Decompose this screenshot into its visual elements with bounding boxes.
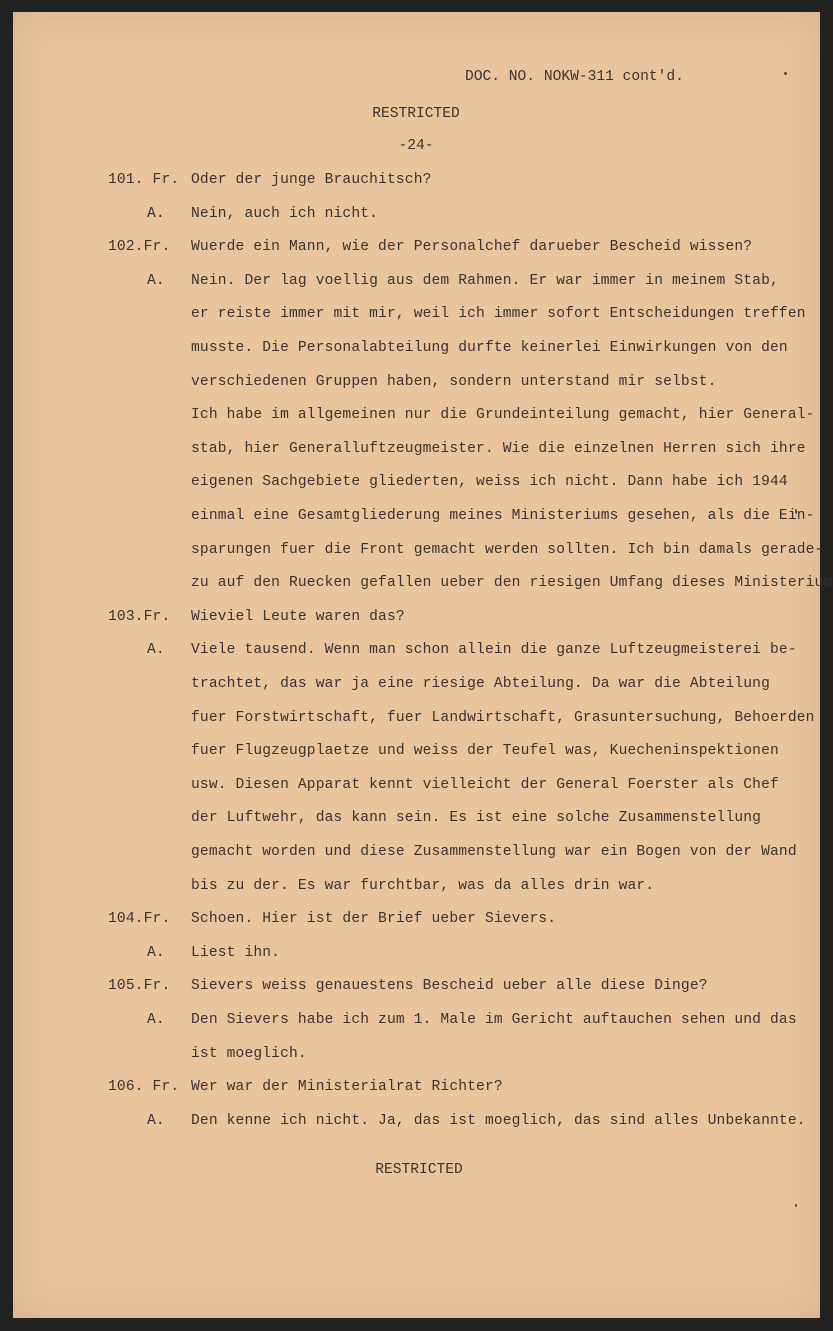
question-text-line: Wuerde ein Mann, wie der Personalchef darueber Bescheid wissen?	[191, 239, 753, 255]
answer-text-line: Den kenne ich nicht. Ja, das ist moeglich, das sind alles Unbekannte.	[191, 1113, 806, 1129]
answer-text-line: Ich habe im allgemeinen nur die Grundeinteilung gemacht, hier General-	[191, 407, 815, 423]
paper-speck	[795, 1204, 797, 1207]
question-text-line: Oder der junge Brauchitsch?	[191, 172, 432, 188]
question-label: 102.Fr.	[108, 239, 171, 255]
question-text-line: Schoen. Hier ist der Brief ueber Sievers.	[191, 911, 557, 927]
answer-text-line: Nein, auch ich nicht.	[191, 206, 379, 222]
answer-label: A.	[147, 642, 165, 658]
answer-text-line: fuer Forstwirtschaft, fuer Landwirtschaft, Grasuntersuchung, Behoerden	[191, 710, 815, 726]
answer-text-line: stab, hier Generalluftzeugmeister. Wie die einzelnen Herren sich ihre	[191, 441, 806, 457]
answer-text-line: der Luftwehr, das kann sein. Es ist eine solche Zusammenstellung	[191, 810, 762, 826]
answer-text-line: Viele tausend. Wenn man schon allein die ganze Luftzeugmeisterei be-	[191, 642, 797, 658]
question-label: 104.Fr.	[108, 911, 171, 927]
answer-label: A.	[147, 273, 165, 289]
document-number: DOC. NO. NOKW-311 cont'd.	[465, 69, 684, 85]
question-label: 105.Fr.	[108, 978, 171, 994]
question-text-line: Wieviel Leute waren das?	[191, 609, 405, 625]
answer-label: A.	[147, 206, 165, 222]
answer-text-line: sparungen fuer die Front gemacht werden sollten. Ich bin damals gerade-	[191, 542, 824, 558]
classification-top: RESTRICTED	[372, 106, 460, 122]
answer-text-line: Den Sievers habe ich zum 1. Male im Gericht auftauchen sehen und das	[191, 1012, 797, 1028]
question-text-line: Wer war der Ministerialrat Richter?	[191, 1079, 503, 1095]
answer-text-line: trachtet, das war ja eine riesige Abteilung. Da war die Abteilung	[191, 676, 770, 692]
document-page	[13, 12, 833, 1318]
answer-text-line: Nein. Der lag voellig aus dem Rahmen. Er war immer in meinem Stab,	[191, 273, 779, 289]
answer-text-line: gemacht worden und diese Zusammenstellung war ein Bogen von der Wand	[191, 844, 797, 860]
answer-text-line: eigenen Sachgebiete gliederten, weiss ich nicht. Dann habe ich 1944	[191, 474, 788, 490]
answer-text-line: musste. Die Personalabteilung durfte keinerlei Einwirkungen von den	[191, 340, 788, 356]
answer-label: A.	[147, 945, 165, 961]
answer-text-line: ist moeglich.	[191, 1046, 307, 1062]
answer-text-line: er reiste immer mit mir, weil ich immer sofort Entscheidungen treffen	[191, 306, 806, 322]
question-label: 101. Fr.	[108, 172, 180, 188]
answer-text-line: zu auf den Ruecken gefallen ueber den riesigen Umfang dieses Ministerium	[191, 575, 833, 591]
question-label: 103.Fr.	[108, 609, 171, 625]
answer-text-line: Liest ihn.	[191, 945, 281, 961]
answer-text-line: bis zu der. Es war furchtbar, was da alles drin war.	[191, 878, 655, 894]
answer-text-line: fuer Flugzeugplaetze und weiss der Teufel was, Kuecheninspektionen	[191, 743, 779, 759]
answer-label: A.	[147, 1012, 165, 1028]
answer-text-line: verschiedenen Gruppen haben, sondern unterstand mir selbst.	[191, 374, 717, 390]
page-number: -24-	[398, 138, 434, 154]
classification-bottom: RESTRICTED	[375, 1162, 463, 1178]
answer-label: A.	[147, 1113, 165, 1129]
answer-text-line: einmal eine Gesamtgliederung meines Ministeriums gesehen, als die Ein-	[191, 508, 815, 524]
question-label: 106. Fr.	[108, 1079, 180, 1095]
answer-text-line: usw. Diesen Apparat kennt vielleicht der General Foerster als Chef	[191, 777, 779, 793]
paper-speck	[784, 72, 787, 75]
question-text-line: Sievers weiss genauestens Bescheid ueber alle diese Dinge?	[191, 978, 708, 994]
